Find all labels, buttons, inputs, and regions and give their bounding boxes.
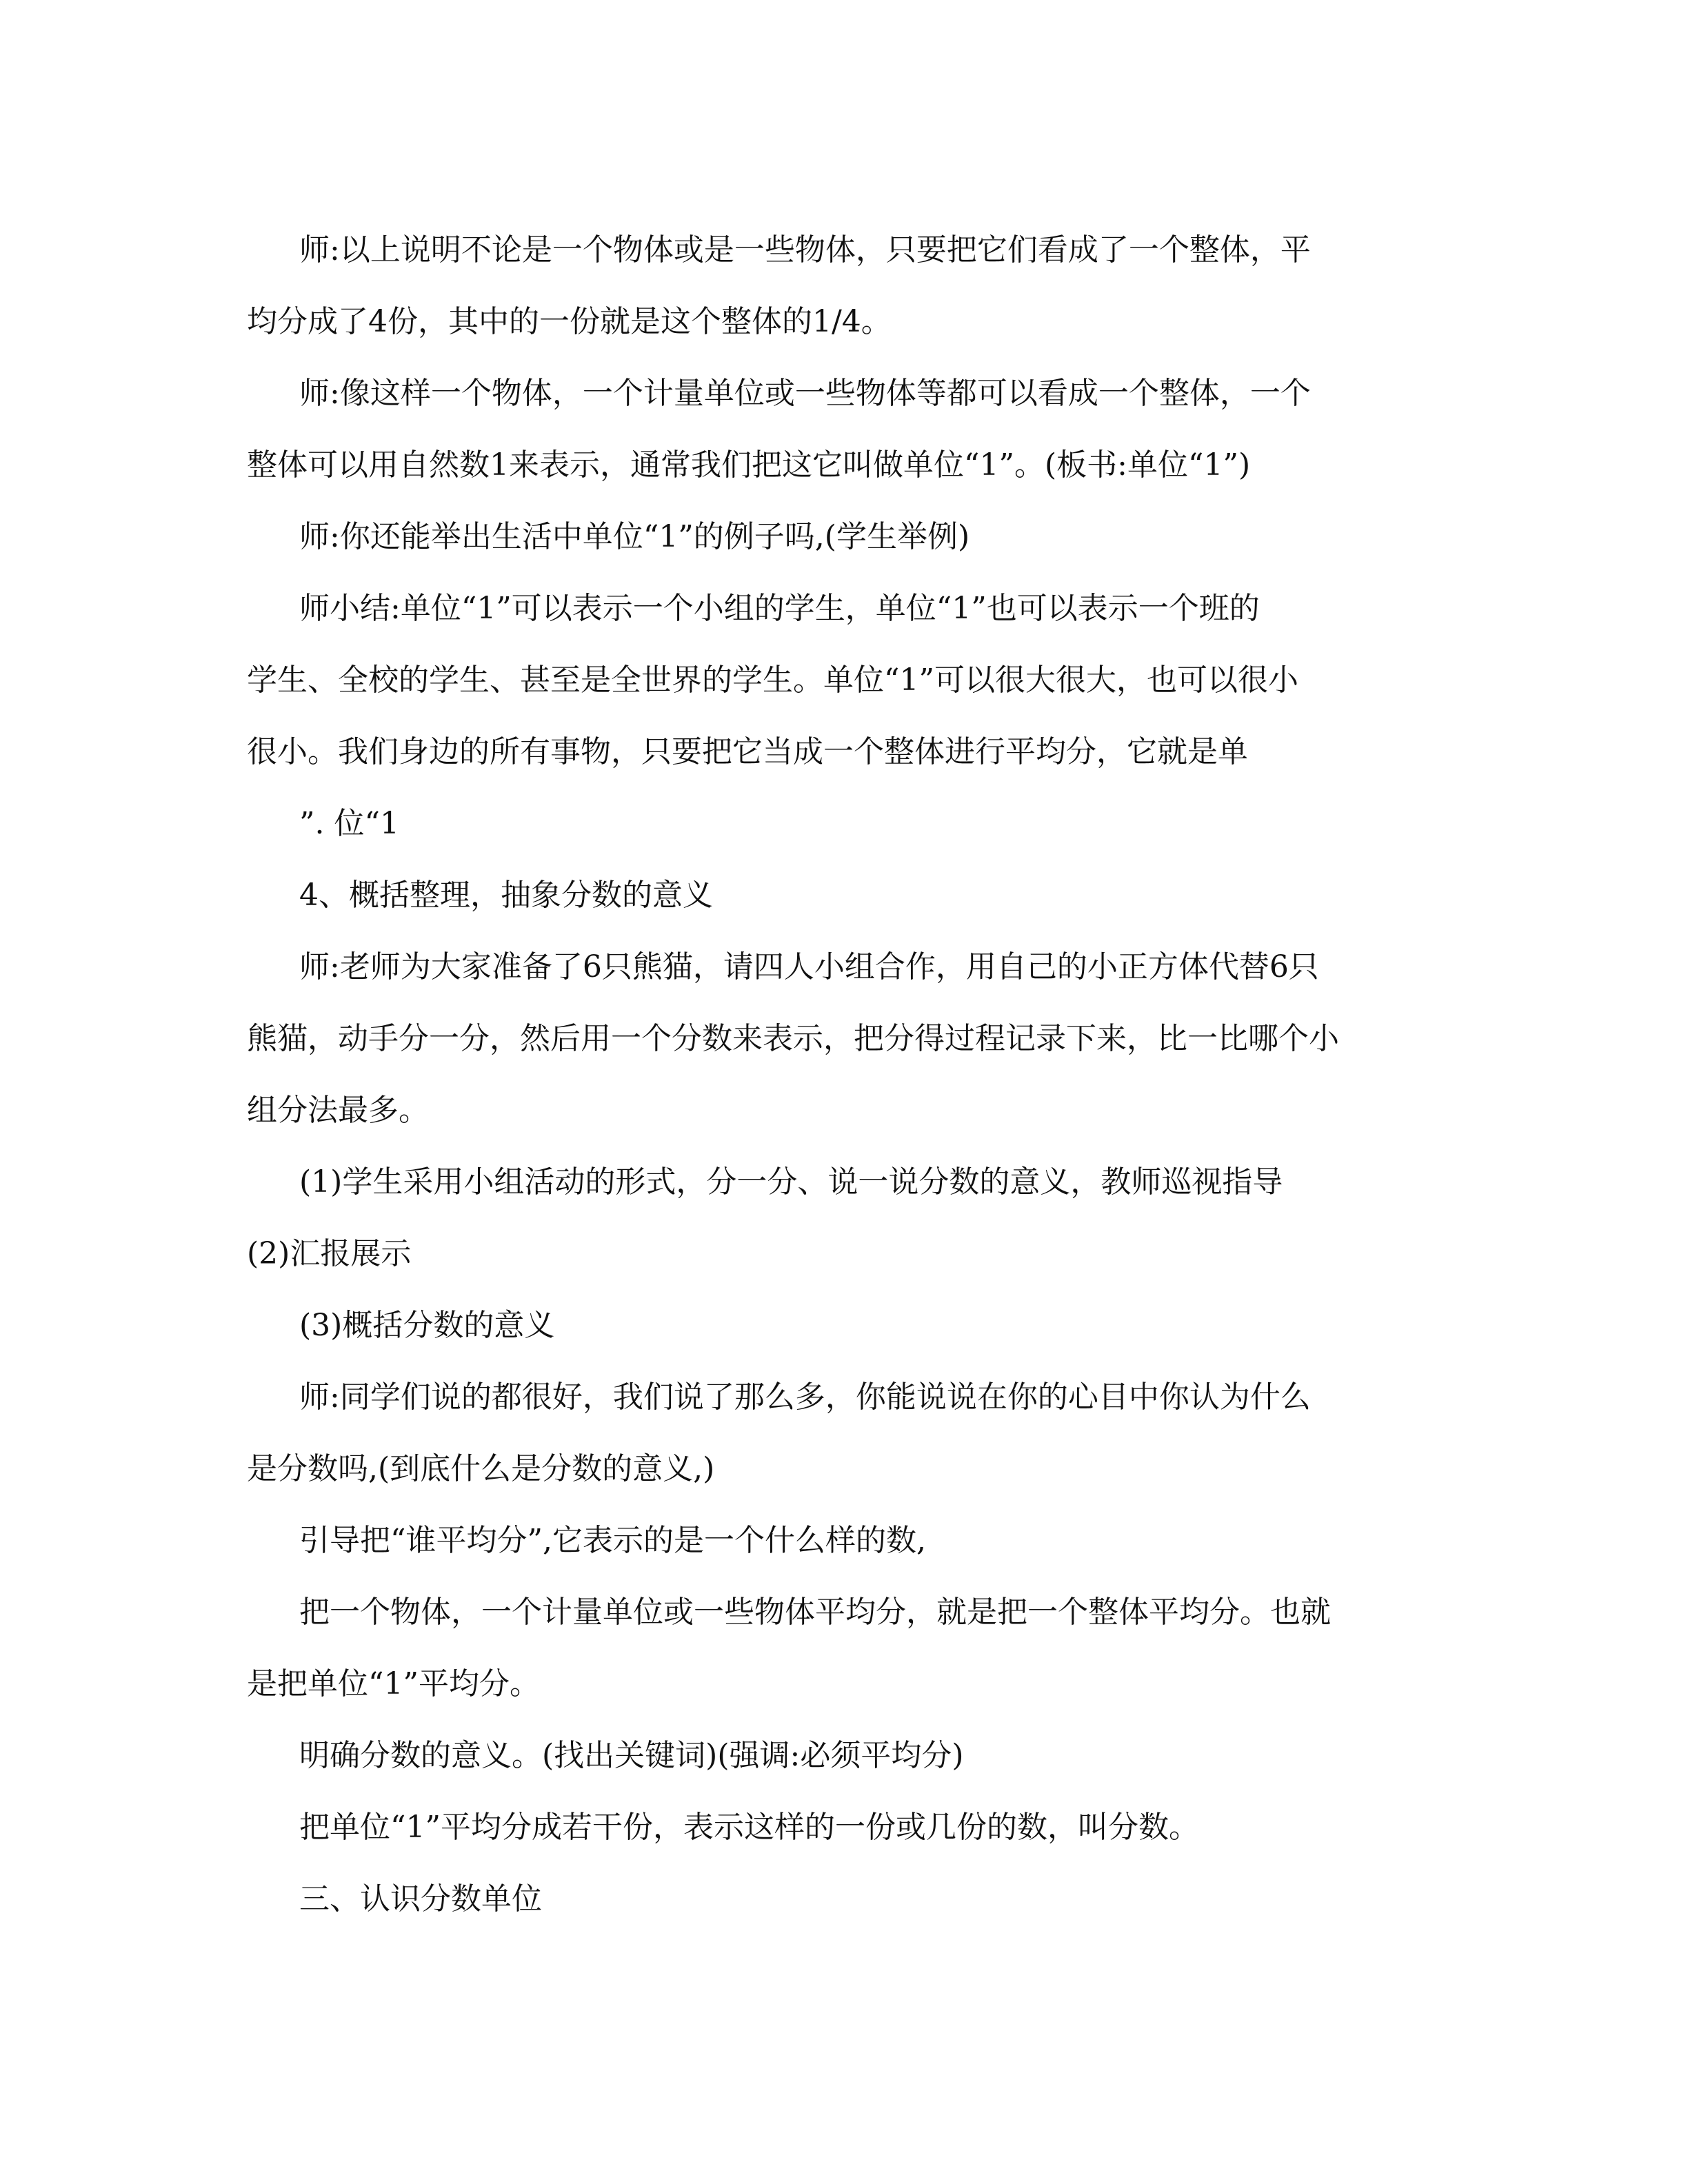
- text-line: (1)学生采用小组活动的形式，分一分、说一说分数的意义，教师巡视指导: [299, 1164, 1283, 1200]
- text-line: 把一个物体，一个计量单位或一些物体平均分，就是把一个整体平均分。也就: [299, 1595, 1331, 1630]
- text-line: 引导把“谁平均分”,它表示的是一个什么样的数,: [299, 1523, 926, 1558]
- text-line: 均分成了4份，其中的一份就是这个整体的1/4。: [247, 304, 892, 339]
- text-line: ”. 位“1: [299, 806, 399, 841]
- text-line: 熊猫，动手分一分，然后用一个分数来表示，把分得过程记录下来，比一比哪个小: [247, 1021, 1339, 1056]
- text-line: 师:你还能举出生活中单位“1”的例子吗,(学生举例): [299, 519, 970, 554]
- text-line: 师:像这样一个物体，一个计量单位或一些物体等都可以看成一个整体，一个: [299, 376, 1311, 411]
- text-line: (3)概括分数的意义: [299, 1308, 555, 1343]
- text-line: 是分数吗,(到底什么是分数的意义,): [247, 1451, 715, 1486]
- text-line: (2)汇报展示: [247, 1236, 412, 1271]
- text-line: 师:以上说明不论是一个物体或是一些物体，只要把它们看成了一个整体，平: [299, 232, 1311, 267]
- text-line: 学生、全校的学生、甚至是全世界的学生。单位“1”可以很大很大，也可以很小: [247, 663, 1298, 698]
- text-line: 师:同学们说的都很好，我们说了那么多，你能说说在你的心目中你认为什么: [299, 1379, 1311, 1415]
- section-heading: 4、概括整理，抽象分数的意义: [299, 878, 713, 913]
- text-line: 组分法最多。: [247, 1093, 429, 1128]
- text-line: 把单位“1”平均分成若干份，表示这样的一份或几份的数，叫分数。: [299, 1810, 1199, 1845]
- text-line: 师:老师为大家准备了6只熊猫，请四人小组合作，用自己的小正方体代替6只: [299, 949, 1319, 984]
- text-line: 师小结:单位“1”可以表示一个小组的学生，单位“1”也可以表示一个班的: [299, 591, 1260, 626]
- section-heading: 三、认识分数单位: [299, 1881, 542, 1917]
- text-line: 明确分数的意义。(找出关键词)(强调:必须平均分): [299, 1738, 964, 1773]
- text-line: 是把单位“1”平均分。: [247, 1666, 540, 1701]
- text-line: 很小。我们身边的所有事物，只要把它当成一个整体进行平均分，它就是单: [247, 734, 1248, 769]
- text-line: 整体可以用自然数1来表示，通常我们把这它叫做单位“1”。(板书:单位“1”): [247, 447, 1251, 483]
